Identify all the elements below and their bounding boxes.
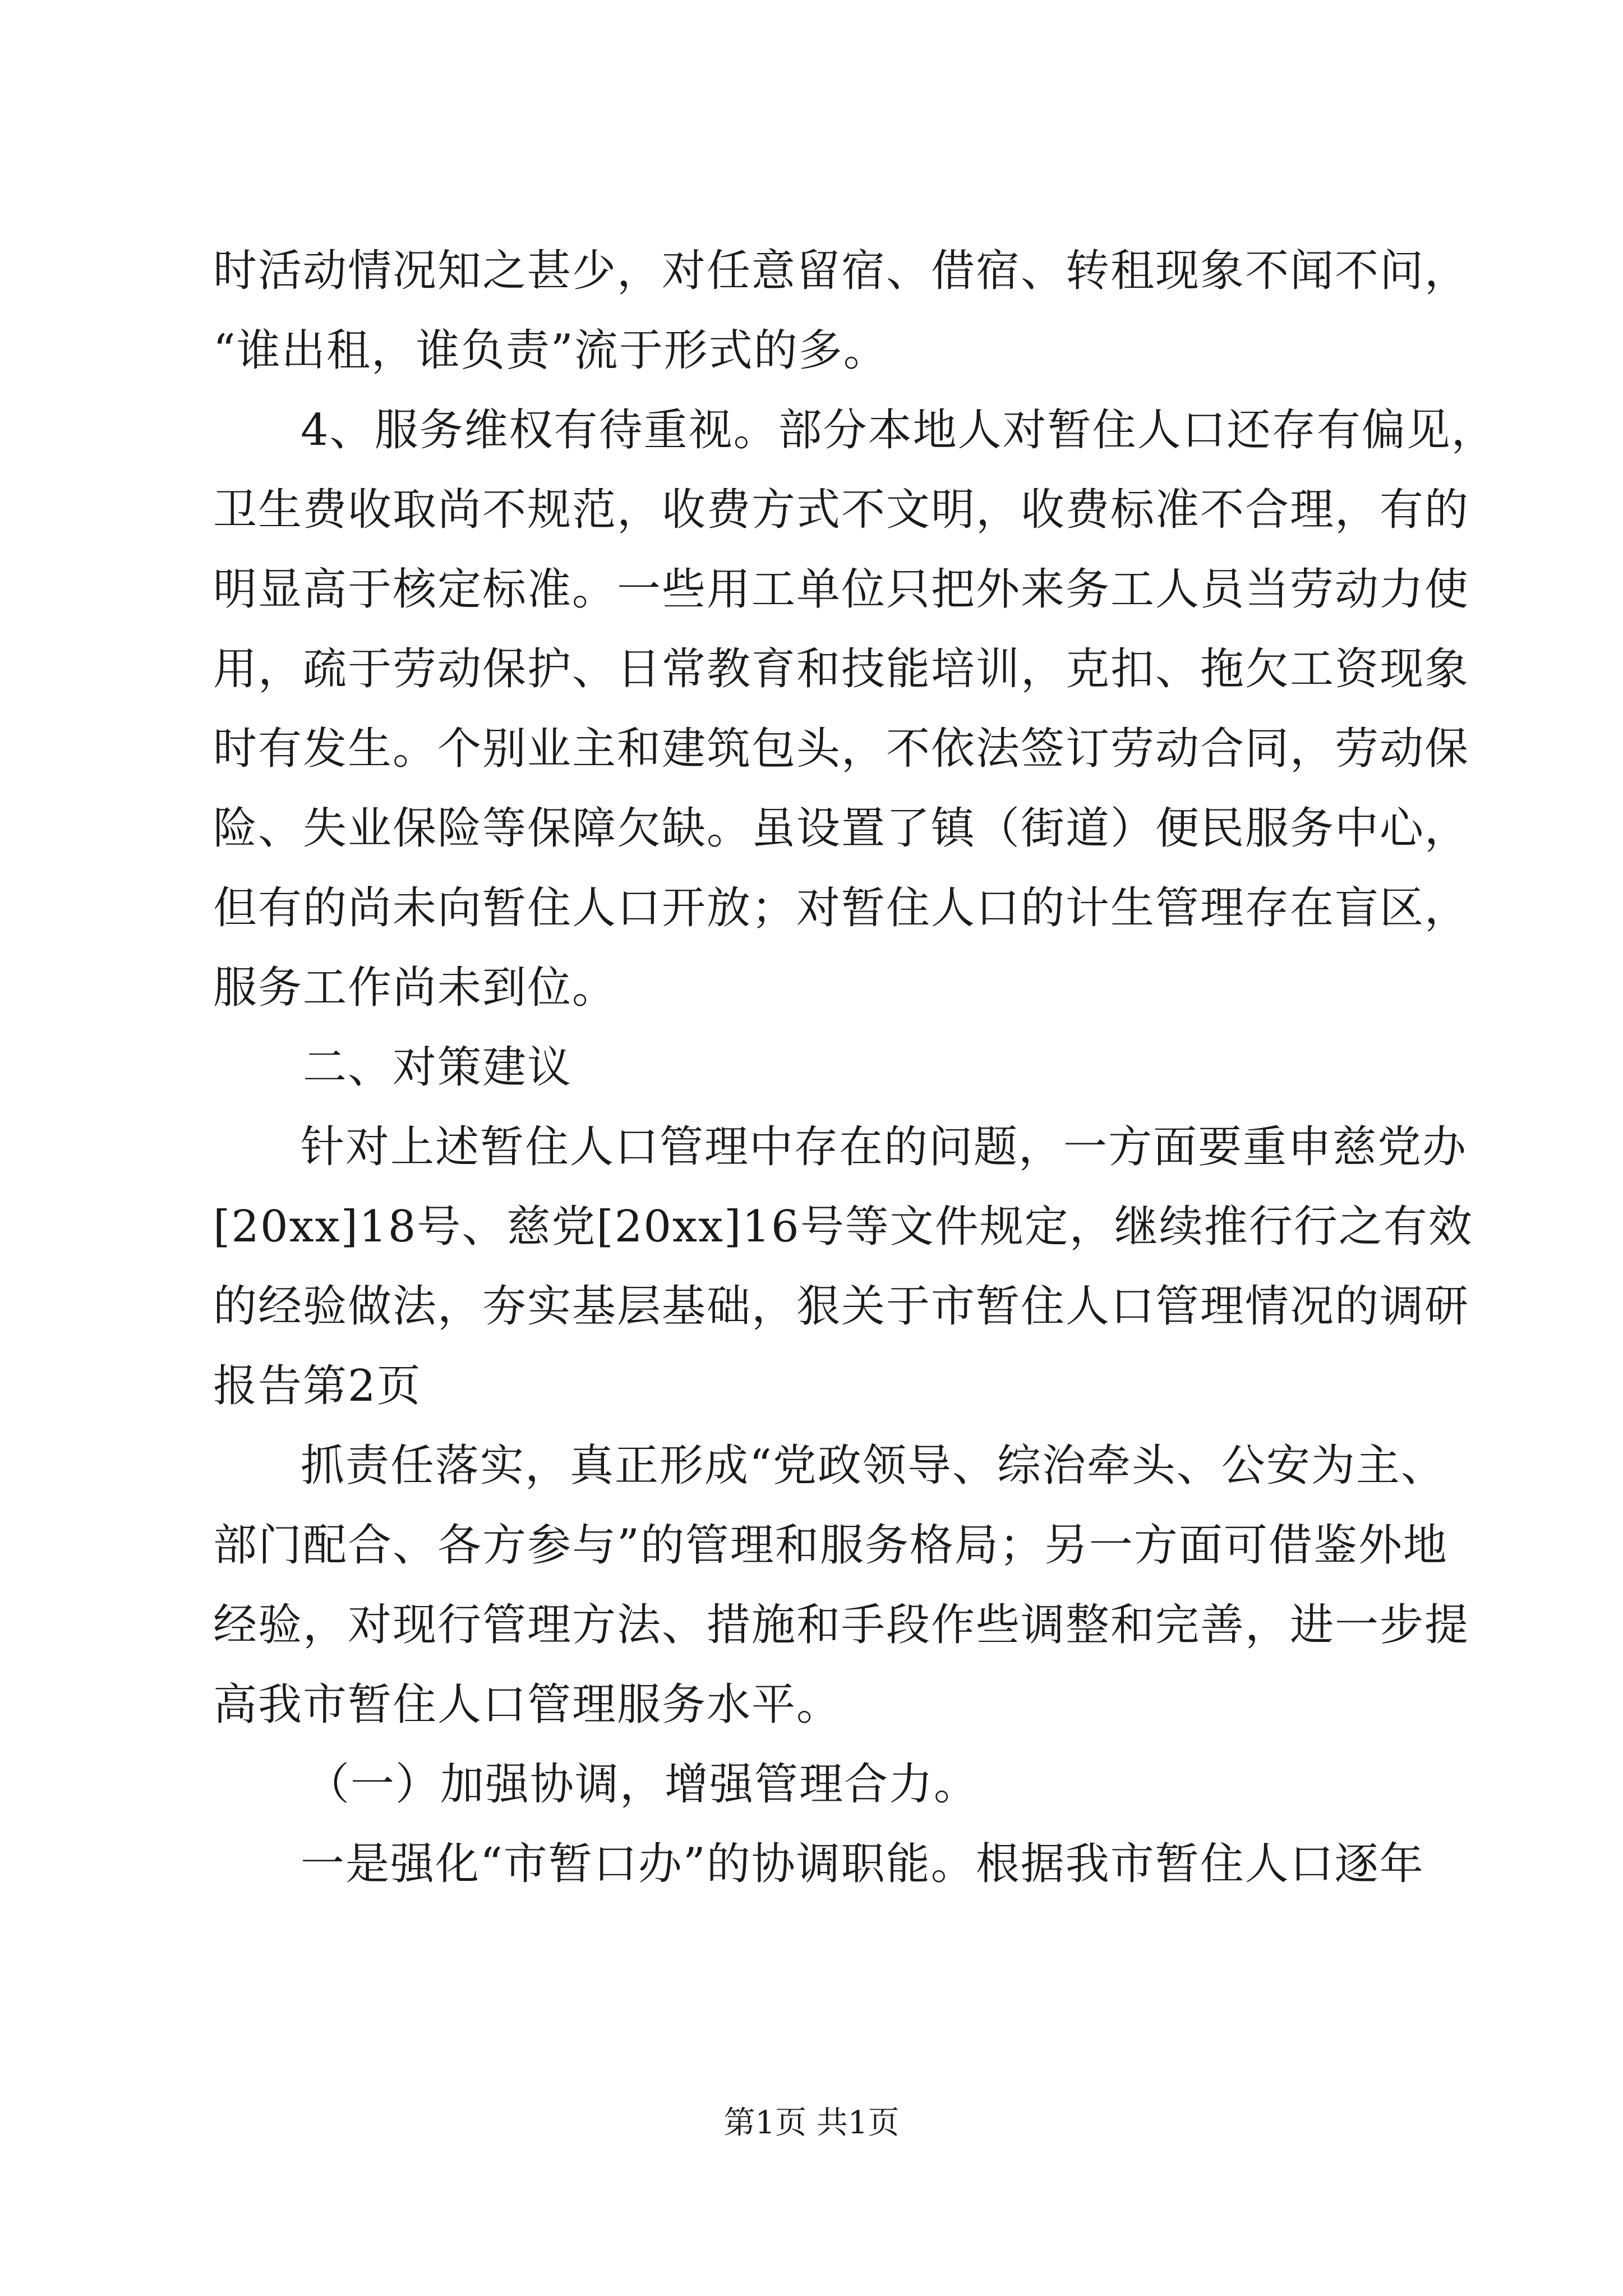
text-line: [20xx]18号、慈党[20xx]16号等文件规定，继续推行行之有效 [213, 1202, 1473, 1252]
page-footer: 第1页 共1页 [723, 2105, 900, 2141]
text-line: 时活动情况知之甚少，对任意留宿、借宿、转租现象不闻不问， [213, 246, 1470, 296]
text-line: 经验，对现行管理方法、措施和手段作些调整和完善，进一步提 [213, 1600, 1470, 1650]
text-line: 报告第2页 [213, 1361, 422, 1411]
text-line: 的经验做法，夯实基层基础，狠关于市暂住人口管理情况的调研 [213, 1281, 1470, 1332]
text-line: “谁出租，谁负责”流于形式的多。 [213, 325, 888, 376]
section-heading: 二、对策建议 [303, 1042, 573, 1093]
text-line: 高我市暂住人口管理服务水平。 [213, 1680, 842, 1730]
text-line: 4、服务维权有待重视。部分本地人对暂住人口还存有偏见， [301, 405, 1496, 455]
text-line: 时有发生。个别业主和建筑包头，不依法签订劳动合同，劳动保 [213, 724, 1470, 774]
subsection-heading: （一）加强协调，增强管理合力。 [306, 1759, 979, 1810]
text-line: 明显高于核定标准。一些用工单位只把外来务工人员当劳动力使 [213, 564, 1470, 615]
document-body [213, 231, 1496, 1904]
text-line: 一是强化“市暂口办”的协调职能。根据我市暂住人口逐年 [301, 1839, 1424, 1889]
text-line: 险、失业保险等保障欠缺。虽设置了镇（街道）便民服务中心， [213, 803, 1470, 854]
text-line: 但有的尚未向暂住人口开放；对暂住人口的计生管理存在盲区， [213, 883, 1470, 933]
text-line: 卫生费收取尚不规范，收费方式不文明，收费标准不合理，有的 [213, 485, 1470, 535]
text-line: 抓责任落实，真正形成“党政领导、综治牵头、公安为主、 [301, 1441, 1446, 1491]
text-line: 针对上述暂住人口管理中存在的问题，一方面要重申慈党办 [301, 1122, 1468, 1172]
text-line: 部门配合、各方参与”的管理和服务格局；另一方面可借鉴外地 [213, 1520, 1448, 1571]
text-line: 服务工作尚未到位。 [213, 963, 617, 1013]
text-line: 用，疏于劳动保护、日常教育和技能培训，克扣、拖欠工资现象 [213, 644, 1470, 694]
